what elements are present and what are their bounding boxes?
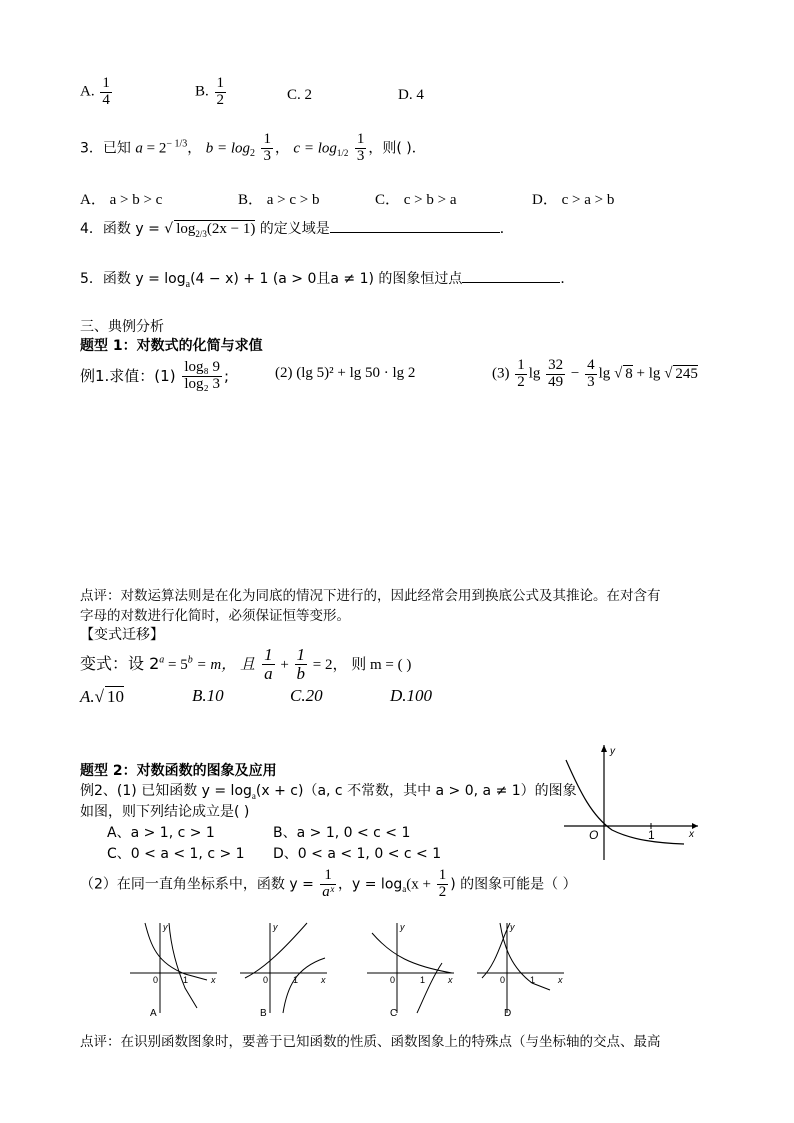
- svg-text:1: 1: [530, 975, 536, 985]
- opt-c-top: C. 2: [287, 87, 313, 103]
- example-2-opt-a: A、a > 1, c > 1: [107, 825, 215, 841]
- choice-graph-c[interactable]: [362, 918, 462, 1018]
- svg-text:y: y: [510, 922, 515, 932]
- svg-text:0: 0: [153, 975, 159, 985]
- q3-opt-d: D． c > a > b: [532, 192, 615, 208]
- example-2-opt-c: C、0 < a < 1, c > 1: [107, 846, 245, 862]
- example-2-opt-b: B、a > 1, 0 < c < 1: [273, 825, 411, 841]
- graph-tick-one: 1: [648, 828, 655, 842]
- q5-answer-blank[interactable]: [462, 282, 560, 283]
- choice-graph-b[interactable]: [235, 918, 335, 1018]
- svg-text:0: 0: [390, 975, 396, 985]
- variant-question: 变式：设 $2^a = 5^b = m$， 且 $\frac{1}{a}$ + $\frac{1}{b}$ = 2， 则 m = ( ): [80, 645, 412, 683]
- graph-x-label: x: [689, 829, 694, 840]
- choice-graph-d[interactable]: [472, 918, 572, 1018]
- example-2-opt-d: D、0 < a < 1, 0 < c < 1: [273, 846, 442, 862]
- variant-title: 【变式迁移】: [80, 627, 164, 643]
- variant-opt-a: A.√ 10: [80, 687, 124, 706]
- example-2-part-2: （2）在同一直角坐标系中，函数 y = $\frac{1}{\text{aˣ}}$ ，$y = \log_a(x$ + $\frac{1}{2}$ ) 的图象可能是（ ）: [80, 867, 577, 900]
- example-1-part-3: (3) $\frac{1}{2}$ lg $\frac{32}{49}$ − $\frac{4}{3}$ lg √ 8 + lg √ 245: [492, 357, 698, 390]
- comment-1-line-1: 点评：对数运算法则是在化为同底的情况下进行的，因此经常会用到换底公式及其推论。在对含有: [80, 588, 661, 604]
- choice-b-label: B: [260, 1008, 267, 1018]
- question-4: 4．函数 y = √ $\log_{2/3}(2x - 1)$ 的定义域是 ．: [80, 221, 514, 239]
- graph-origin-label: O: [589, 828, 599, 842]
- svg-text:x: x: [558, 975, 563, 985]
- opt-d-top: D. 4: [398, 87, 424, 103]
- variant-opt-c: C.20: [290, 686, 323, 705]
- graph-y-label: y: [610, 746, 615, 757]
- type2-title: 题型 2：对数函数的图象及应用: [80, 763, 277, 779]
- svg-text:0: 0: [263, 975, 269, 985]
- variant-opt-b: B.10: [192, 686, 224, 705]
- q4-answer-blank[interactable]: [330, 232, 500, 233]
- q3-opt-c: C． c > b > a: [375, 192, 457, 208]
- q3-opt-b: B． a > c > b: [238, 192, 320, 208]
- svg-text:x: x: [211, 975, 216, 985]
- choice-graph-a[interactable]: [125, 918, 225, 1018]
- example-2-graph: [562, 742, 702, 862]
- svg-text:1: 1: [420, 975, 426, 985]
- svg-text:x: x: [321, 975, 326, 985]
- svg-text:y: y: [400, 922, 405, 932]
- comment-2: 点评：在识别函数图象时，要善于已知函数的性质、函数图象上的特殊点（与坐标轴的交点、最高: [80, 1034, 661, 1050]
- example-1-part-2: (2) (lg 5)² + lg 50 · lg 2: [275, 365, 416, 381]
- comment-1-line-2: 字母的对数进行化简时，必须保证恒等变形。: [80, 608, 350, 624]
- svg-text:x: x: [448, 975, 453, 985]
- svg-text:y: y: [273, 922, 278, 932]
- svg-text:1: 1: [183, 975, 189, 985]
- svg-text:1: 1: [293, 975, 299, 985]
- svg-text:0: 0: [500, 975, 506, 985]
- example-1: 例1.求值：(1) $\frac{\text{log₈ 9}}{\text{log₂ 3}}$ ;: [80, 359, 230, 392]
- question-3: 3．已知 $a = 2^{- 1/3}$， $b = \log_2$ $\frac{1}{3}$ ， $c = \log_{1/2}$ $\frac{1}{3}$ ，则( )．: [80, 131, 426, 164]
- section-heading: 三、典例分析: [80, 319, 164, 335]
- question-5: 5．函数 $y = \log_a(4 - x) + 1$ (a > 0且a ≠ 1) 的图象恒过点 ．: [80, 271, 575, 290]
- choice-a-label: A: [150, 1008, 157, 1018]
- example-2-line-2: 如图，则下列结论成立是( ): [80, 804, 250, 820]
- opt-b-top: B. $\frac{1}{2}$: [195, 75, 225, 108]
- example-2-line-1: 例2、(1) 已知函数 $y = \log_a(x + c)(a$, c 不常数，其中 a > 0, a ≠ 1）的图象: [80, 783, 577, 801]
- choice-d-label: D: [504, 1008, 512, 1018]
- choice-c-label: C: [390, 1008, 398, 1018]
- variant-opt-d: D.100: [390, 686, 433, 705]
- svg-text:y: y: [163, 922, 168, 932]
- type1-title: 题型 1：对数式的化简与求值: [80, 338, 263, 354]
- frac-one-quarter: $\frac{1}{4}$: [102, 75, 110, 108]
- opts-top-row: A. $\frac{1}{4}$: [80, 75, 110, 108]
- q3-opt-a: A． a > b > c: [80, 192, 163, 208]
